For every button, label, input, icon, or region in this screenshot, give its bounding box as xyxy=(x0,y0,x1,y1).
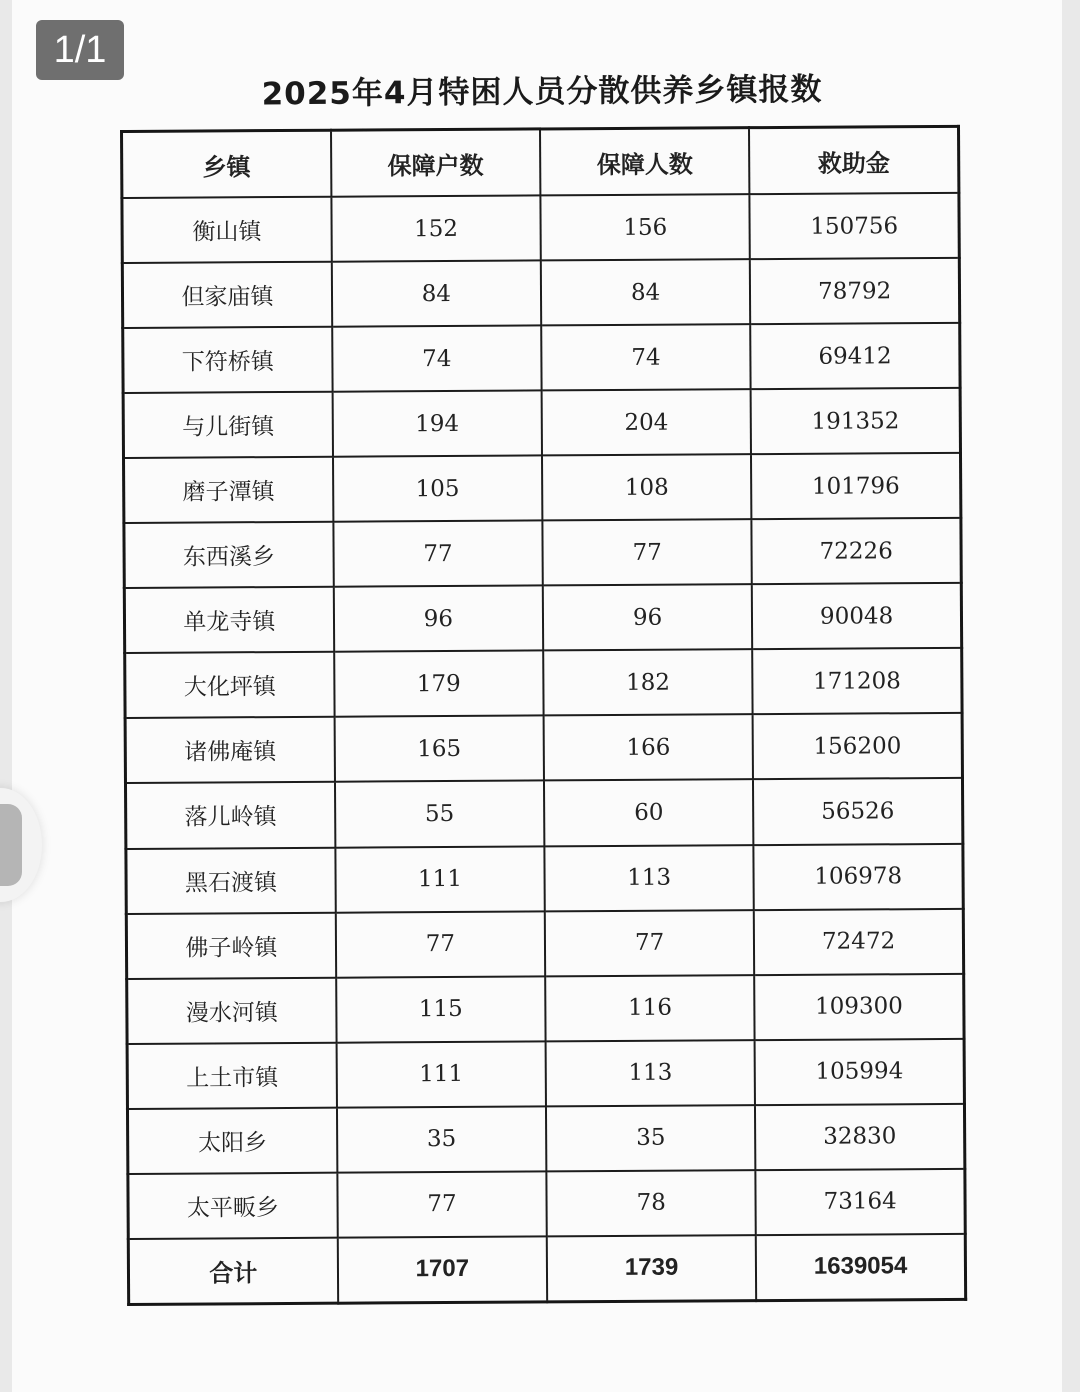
households-cell: 77 xyxy=(336,911,546,977)
aid-cell: 56526 xyxy=(753,778,963,844)
households-cell: 152 xyxy=(331,195,541,261)
table-row xyxy=(128,1169,965,1239)
town-cell: 衡山镇 xyxy=(122,197,332,263)
persons-cell: 116 xyxy=(545,975,755,1041)
households-cell: 165 xyxy=(334,716,544,782)
town-cell: 诸佛庵镇 xyxy=(125,717,335,783)
aid-cell: 150756 xyxy=(750,193,960,259)
persons-cell: 113 xyxy=(544,845,754,911)
table-row xyxy=(125,778,962,848)
households-cell: 77 xyxy=(333,521,543,587)
report-table-wrapper xyxy=(120,125,967,1306)
persons-cell: 74 xyxy=(541,324,751,390)
persons-cell: 35 xyxy=(546,1105,756,1171)
column-header-aid: 救助金 xyxy=(749,126,959,194)
table-row xyxy=(122,258,959,328)
total-households-cell: 1707 xyxy=(338,1236,548,1303)
page-indicator: 1/1 xyxy=(36,20,124,80)
town-cell: 太平畈乡 xyxy=(128,1172,338,1238)
persons-cell: 182 xyxy=(543,650,753,716)
aid-cell: 101796 xyxy=(751,453,961,519)
document-page xyxy=(12,0,1062,1392)
persons-cell: 84 xyxy=(541,259,751,325)
aid-cell: 171208 xyxy=(752,648,962,714)
households-cell: 179 xyxy=(334,651,544,717)
town-cell: 磨子潭镇 xyxy=(124,457,334,523)
persons-cell: 77 xyxy=(545,910,755,976)
table-row xyxy=(124,583,961,653)
report-table xyxy=(120,125,967,1306)
column-header-persons: 保障人数 xyxy=(540,128,750,196)
aid-cell: 72472 xyxy=(754,908,964,974)
column-header-households: 保障户数 xyxy=(331,129,541,197)
table-row xyxy=(125,648,962,718)
aid-cell: 109300 xyxy=(754,973,964,1039)
households-cell: 77 xyxy=(337,1171,547,1237)
persons-cell: 96 xyxy=(543,584,753,650)
persons-cell: 78 xyxy=(546,1170,756,1236)
town-cell: 落儿岭镇 xyxy=(125,782,335,848)
town-cell: 下符桥镇 xyxy=(123,327,333,393)
households-cell: 96 xyxy=(334,586,544,652)
aid-cell: 32830 xyxy=(755,1104,965,1170)
persons-cell: 113 xyxy=(546,1040,756,1106)
town-cell: 漫水河镇 xyxy=(127,977,337,1043)
households-cell: 115 xyxy=(336,976,546,1042)
town-cell: 东西溪乡 xyxy=(124,522,334,588)
column-header-town: 乡镇 xyxy=(122,130,332,198)
town-cell: 但家庙镇 xyxy=(122,262,332,328)
table-row xyxy=(126,908,963,978)
aid-cell: 90048 xyxy=(752,583,962,649)
table-header-row xyxy=(122,126,959,198)
households-cell: 35 xyxy=(337,1106,547,1172)
aid-cell: 73164 xyxy=(756,1169,966,1235)
town-cell: 上土市镇 xyxy=(127,1042,337,1108)
table-row xyxy=(122,193,959,263)
persons-cell: 77 xyxy=(542,519,752,585)
persons-cell: 108 xyxy=(542,454,752,520)
households-cell: 105 xyxy=(333,456,543,522)
aid-cell: 78792 xyxy=(750,258,960,324)
households-cell: 74 xyxy=(332,326,542,392)
town-cell: 佛子岭镇 xyxy=(126,912,336,978)
persons-cell: 60 xyxy=(544,780,754,846)
town-cell: 黑石渡镇 xyxy=(126,847,336,913)
table-row xyxy=(127,1039,964,1109)
total-aid-cell: 1639054 xyxy=(756,1234,966,1301)
town-cell: 太阳乡 xyxy=(127,1107,337,1173)
table-total-row xyxy=(128,1234,965,1305)
persons-cell: 166 xyxy=(544,715,754,781)
table-row xyxy=(127,1104,964,1174)
town-cell: 大化坪镇 xyxy=(125,652,335,718)
total-label-cell: 合计 xyxy=(128,1237,338,1304)
table-row xyxy=(127,973,964,1043)
document-title: 2025年4月特困人员分散供养乡镇报数 xyxy=(261,71,823,113)
households-cell: 111 xyxy=(336,1041,546,1107)
households-cell: 84 xyxy=(332,261,542,327)
town-cell: 与儿街镇 xyxy=(123,392,333,458)
table-row xyxy=(124,453,961,523)
aid-cell: 191352 xyxy=(751,388,961,454)
table-row xyxy=(125,713,962,783)
town-cell: 单龙寺镇 xyxy=(124,587,334,653)
persons-cell: 156 xyxy=(540,194,750,260)
aid-cell: 156200 xyxy=(753,713,963,779)
persons-cell: 204 xyxy=(542,389,752,455)
households-cell: 194 xyxy=(332,391,542,457)
table-row xyxy=(124,518,961,588)
table-row xyxy=(126,843,963,913)
aid-cell: 106978 xyxy=(754,843,964,909)
aid-cell: 105994 xyxy=(755,1039,965,1105)
households-cell: 111 xyxy=(335,846,545,912)
households-cell: 55 xyxy=(335,781,545,847)
total-persons-cell: 1739 xyxy=(547,1235,757,1302)
aid-cell: 69412 xyxy=(750,323,960,389)
aid-cell: 72226 xyxy=(752,518,962,584)
table-row xyxy=(123,323,960,393)
table-row xyxy=(123,388,960,458)
